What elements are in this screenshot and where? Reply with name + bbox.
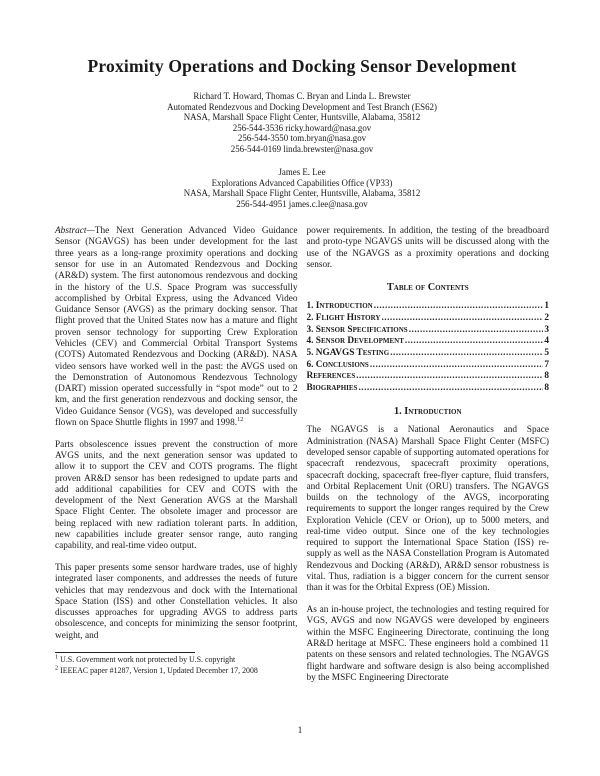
author-branch: Automated Rendezvous and Docking Development and Test Branch (ES62) — [167, 101, 437, 112]
author-names: Richard T. Howard, Thomas C. Bryan and Linda L. Brewster — [193, 91, 411, 102]
body-paragraph: Parts obsolescence issues prevent the construction of more AVGS units, and the next generation sensor was updated to allow it to support the CEV and COTS programs. The flight proven AR&D sensor has been redesigned to update parts and add additional capabilities for CEV and COTS with the development of the Next Generation AVGS at the Marshall Space Flight Center. The obsolete imager and processor are being replaced with new radiation tolerant parts. In addition, new capabilities include greater sensor range, auto ranging capability, and real-time video output. — [55, 439, 298, 552]
toc-entry-label: 4. Sensor Development — [306, 336, 404, 347]
toc-entry — [307, 348, 550, 360]
toc-entry-page: 2 — [544, 312, 549, 323]
body-paragraph: power requirements. In addition, the testing of the breadboard and proto-type NGAVGS units will be discussed along with the use of the NGAVGS as a proximity operations and docking sensor. — [306, 226, 549, 270]
page-number: 1 — [297, 726, 303, 736]
toc-entry-page: 8 — [544, 371, 549, 382]
toc-entry-label: 2. Flight History — [306, 312, 381, 323]
table-of-contents — [307, 301, 550, 395]
footnote — [55, 663, 298, 676]
author-contact: 256-544-4951 james.c.lee@nasa.gov — [236, 198, 368, 209]
toc-dot-leader — [356, 371, 543, 383]
author-contact: 256-544-3550 tom.bryan@nasa.gov — [237, 133, 367, 144]
abstract-paragraph — [55, 226, 298, 429]
toc-entry-page: 1 — [544, 301, 549, 312]
toc-dot-leader — [358, 383, 543, 395]
toc-entry-label: 5. NGAVGS Testing — [306, 348, 390, 359]
toc-entry — [307, 336, 550, 348]
toc-entry — [307, 301, 550, 313]
toc-entry-page: 4 — [544, 336, 549, 347]
two-column-body — [55, 226, 549, 684]
abstract-lead-in: Abstract— — [55, 226, 95, 237]
footnote-separator — [55, 652, 195, 653]
toc-dot-leader — [390, 348, 543, 360]
toc-dot-leader — [370, 360, 544, 372]
toc-dot-leader — [405, 336, 543, 348]
footnote-reference: 12 — [237, 415, 244, 423]
toc-entry — [307, 325, 550, 337]
toc-entry-label: References — [306, 371, 356, 382]
body-paragraph: This paper presents some sensor hardware trades, use of highly integrated laser components, and addresses the needs of future vehicles that may rendezvous and dock with the International Space Station (ISS) and other Constellation vehicles. It also discusses approaches for upgrading AVGS to address parts obsolescence, and concepts for minimizing the sensor footprint, weight, and — [55, 563, 298, 641]
toc-entry — [307, 313, 550, 325]
toc-entry-page: 3 — [544, 324, 549, 335]
author-block-1 — [55, 91, 549, 154]
toc-heading: Table of Contents — [386, 281, 469, 293]
author-affiliation: NASA, Marshall Space Flight Center, Huntsville, Alabama, 35812 — [183, 112, 421, 123]
toc-entry-label: Biographies — [306, 383, 358, 394]
paper-title: Proximity Operations and Docking Sensor Development — [87, 56, 517, 76]
toc-dot-leader — [409, 325, 544, 337]
toc-entry-page: 5 — [544, 348, 549, 359]
left-column — [55, 226, 298, 684]
footnote-marker: 1 — [55, 653, 59, 661]
toc-entry — [307, 360, 550, 372]
author-names: James E. Lee — [278, 167, 326, 178]
abstract-text: The Next Generation Advanced Video Guidance Sensor (NGAVGS) has been under development for the last three years as a long-range proximity operations and docking sensor for use in an Automated Rendezvous and Docking (AR&D) system. The first autonomous rendezvous and docking in the history of the U.S. Space Program was successfully accomplished by Orbital Express, using the Advanced Video Guidance Sensor (AVGS) as the primary docking sensor. That flight proved that the United States now has a mature and flight proven sensor technology for supporting Crew Exploration Vehicles (CEV) and Commercial Orbital Transport Systems (COTS) Automated Rendezvous and Docking (AR&D). NASA video sensors have worked well in the past: the AVGS used on the Demonstration of Autonomous Rendezvous Technology (DART) mission operated successfully in “spot mode” out to 2 km, and the first generation rendezvous and docking sensor, the Video Guidance Sensor (VGS), was developed and successfully flown on Space Shuttle flights in 1997 and 1998. — [55, 226, 298, 428]
footnote-text: IEEEAC paper #1287, Version 1, Updated December 17, 2008 — [58, 665, 258, 675]
toc-entry-page: 8 — [544, 383, 549, 394]
author-contact: 256-544-3536 ricky.howard@nasa.gov — [232, 122, 372, 133]
author-block-2 — [55, 167, 549, 209]
right-column — [307, 226, 550, 684]
body-paragraph: The NGAVGS is a National Aeronautics and Space Administration (NASA) Marshall Space Flight Center (MSFC) developed sensor capable of supporting automated operations for spacecraft rendezvous, spacecraft proximity operations, spacecraft docking, spacecraft free-flyer capture, fluid transfers, and Orbital Replacement Unit (ORU) transfers. The NGAVGS builds on the technology of the AVGS, incorporating requirements to support the longer ranges required by the Crew Exploration Vehicle (CEV or Orion), up to 5000 meters, and real-time video output. Since one of the key technologies required to support the International Space Station (ISS) re-supply as well as the NASA Constellation Program is Automated Rendezvous and Docking (AR&D), AR&D sensor robustness is vital. Thus, radiation is a bigger concern for the current sensor than it was for the Orbital Express (OE) Mission. — [306, 425, 549, 594]
body-paragraph: As an in-house project, the technologies and testing required for VGS, AVGS and now NGAVGS were developed by engineers within the MSFC Engineering Directorate, continuing the long AR&D heritage at MSFC. These engineers hold a combined 11 patents on these sensors and related technologies. The NGAVGS flight hardware and software design is also being accomplished by the MSFC Engineering Directorate — [306, 605, 549, 683]
footnote-text: U.S. Government work not protected by U.S. copyright — [58, 655, 236, 665]
footnote-marker: 2 — [55, 663, 59, 671]
author-contact: 256-544-0169 linda.brewster@nasa.gov — [230, 143, 374, 154]
footnote — [55, 655, 298, 665]
section-heading-introduction: 1. Introduction — [393, 405, 462, 417]
toc-entry-label: 1. Introduction — [306, 301, 373, 312]
toc-entry — [307, 383, 550, 395]
author-affiliation: NASA, Marshall Space Flight Center, Huntsville, Alabama, 35812 — [183, 188, 421, 199]
toc-dot-leader — [381, 313, 543, 325]
toc-entry-page: 7 — [544, 359, 549, 370]
author-branch: Explorations Advanced Capabilities Office (VP33) — [211, 177, 393, 188]
toc-entry-label: 6. Conclusions — [306, 359, 369, 370]
toc-dot-leader — [374, 301, 544, 313]
footnote-block — [55, 652, 298, 675]
toc-entry-label: 3. Sensor Specifications — [306, 324, 408, 335]
toc-entry — [307, 371, 550, 383]
